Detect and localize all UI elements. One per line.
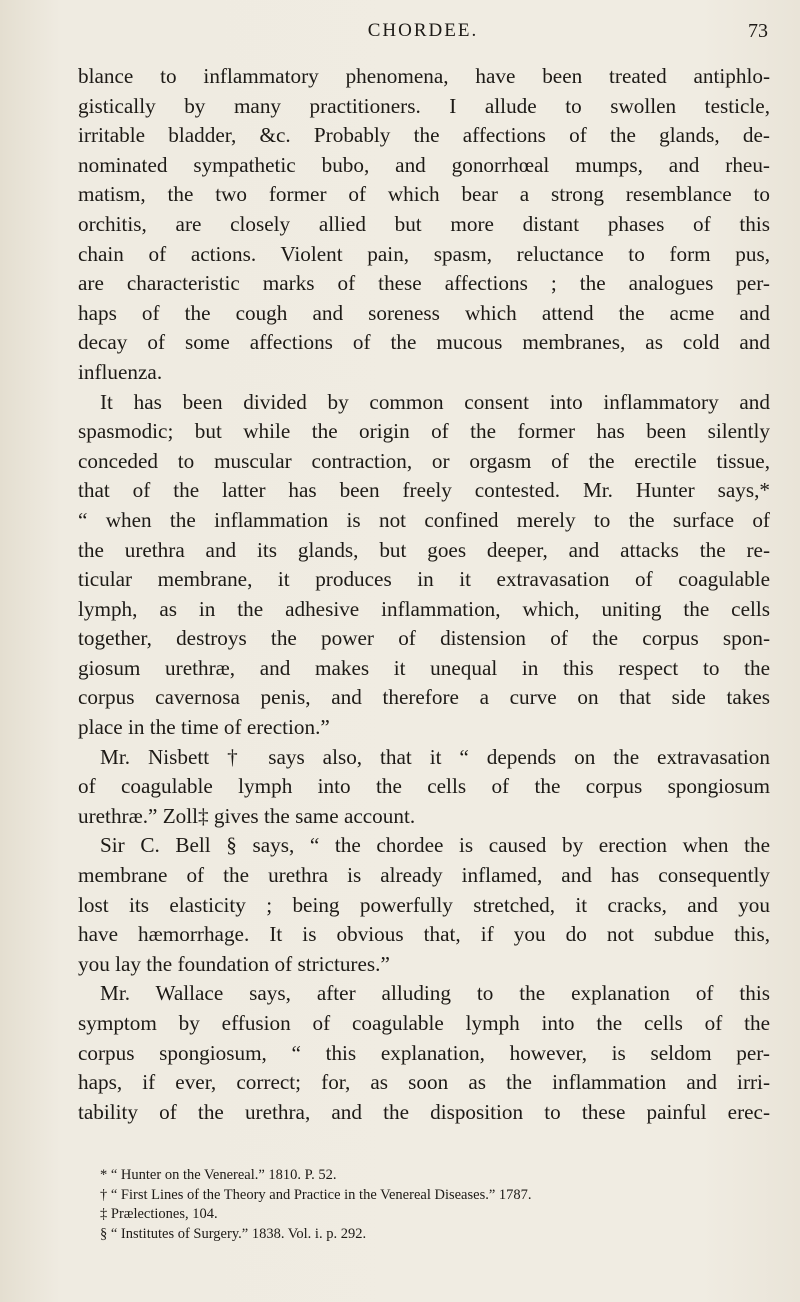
text-line: orchitis, are closely allied but more distant phases of this bbox=[78, 211, 770, 236]
text-line: are characteristic marks of these affections ; the analogues per- bbox=[78, 271, 770, 296]
text-line: ticular membrane, it produces in it extravasation of coagulable bbox=[78, 567, 770, 592]
text-line: chain of actions. Violent pain, spasm, reluctance to form pus, bbox=[78, 241, 770, 266]
text-line: “ when the inflammation is not confined merely to the surface of bbox=[78, 507, 770, 532]
text-line: lost its elasticity ; being powerfully stretched, it cracks, and you bbox=[78, 892, 770, 917]
text-line: nominated sympathetic bubo, and gonorrhœal mumps, and rheu- bbox=[78, 152, 770, 177]
text-line: giosum urethræ, and makes it unequal in this respect to the bbox=[78, 655, 770, 680]
text-line: membrane of the urethra is already inflamed, and has consequently bbox=[78, 863, 770, 888]
text-line: place in the time of erection.” bbox=[78, 715, 330, 740]
text-line: haps, if ever, correct; for, as soon as the inflammation and irri- bbox=[78, 1070, 770, 1095]
text-line: decay of some affections of the mucous membranes, as cold and bbox=[78, 330, 770, 355]
text-line: It has been divided by common consent into inflammatory and bbox=[100, 389, 770, 414]
footnotes bbox=[78, 1166, 770, 1244]
text-line: you lay the foundation of strictures.” bbox=[78, 951, 390, 976]
footnote: * “ Hunter on the Venereal.” 1810. P. 52. bbox=[100, 1167, 337, 1183]
text-line: lymph, as in the adhesive inflammation, which, uniting the cells bbox=[78, 596, 770, 621]
text-line: urethræ.” Zoll‡ gives the same account. bbox=[78, 803, 416, 828]
text-line: have hæmorrhage. It is obvious that, if you do not subdue this, bbox=[78, 922, 770, 947]
footnote: † “ First Lines of the Theory and Practice in the Venereal Diseases.” 1787. bbox=[100, 1186, 532, 1203]
text-line: Mr. Nisbett † says also, that it “ depends on the extravasation bbox=[100, 744, 770, 769]
running-head bbox=[78, 20, 768, 50]
text-line: conceded to muscular contraction, or orgasm of the erectile tissue, bbox=[78, 448, 770, 473]
text-line: corpus cavernosa penis, and therefore a curve on that side takes bbox=[78, 685, 770, 710]
body-text bbox=[78, 62, 770, 1127]
text-line: spasmodic; but while the origin of the former has been silently bbox=[78, 419, 770, 444]
text-line: that of the latter has been freely contested. Mr. Hunter says,* bbox=[78, 478, 770, 503]
page-number: 73 bbox=[748, 20, 768, 42]
text-line: blance to inflammatory phenomena, have been treated antiphlo- bbox=[78, 64, 770, 88]
footnote: ‡ Prælectiones, 104. bbox=[100, 1206, 218, 1222]
running-title: CHORDEE. bbox=[367, 20, 479, 41]
text-line: of coagulable lymph into the cells of the corpus spongiosum bbox=[78, 774, 770, 799]
text-line: influenza. bbox=[78, 359, 163, 384]
text-line: gistically by many practitioners. I allude to swollen testicle, bbox=[78, 93, 770, 118]
footnote: § “ Institutes of Surgery.” 1838. Vol. i. p. 292. bbox=[100, 1225, 367, 1242]
text-line: symptom by effusion of coagulable lymph into the cells of the bbox=[78, 1011, 770, 1035]
text-line: matism, the two former of which bear a strong resemblance to bbox=[78, 182, 770, 207]
text-line: haps of the cough and soreness which attend the acme and bbox=[78, 300, 770, 325]
text-line: tability of the urethra, and the disposition to these painful erec- bbox=[78, 1099, 770, 1124]
text-line: irritable bladder, &c. Probably the affections of the glands, de- bbox=[78, 123, 770, 148]
text-line: corpus spongiosum, “ this explanation, however, is seldom per- bbox=[78, 1040, 770, 1065]
text-line: Sir C. Bell § says, “ the chordee is caused by erection when the bbox=[100, 833, 770, 858]
text-line: together, destroys the power of distension of the corpus spon- bbox=[78, 626, 770, 651]
text-line: the urethra and its glands, but goes deeper, and attacks the re- bbox=[78, 537, 770, 562]
text-line: Mr. Wallace says, after alluding to the explanation of this bbox=[100, 981, 770, 1006]
